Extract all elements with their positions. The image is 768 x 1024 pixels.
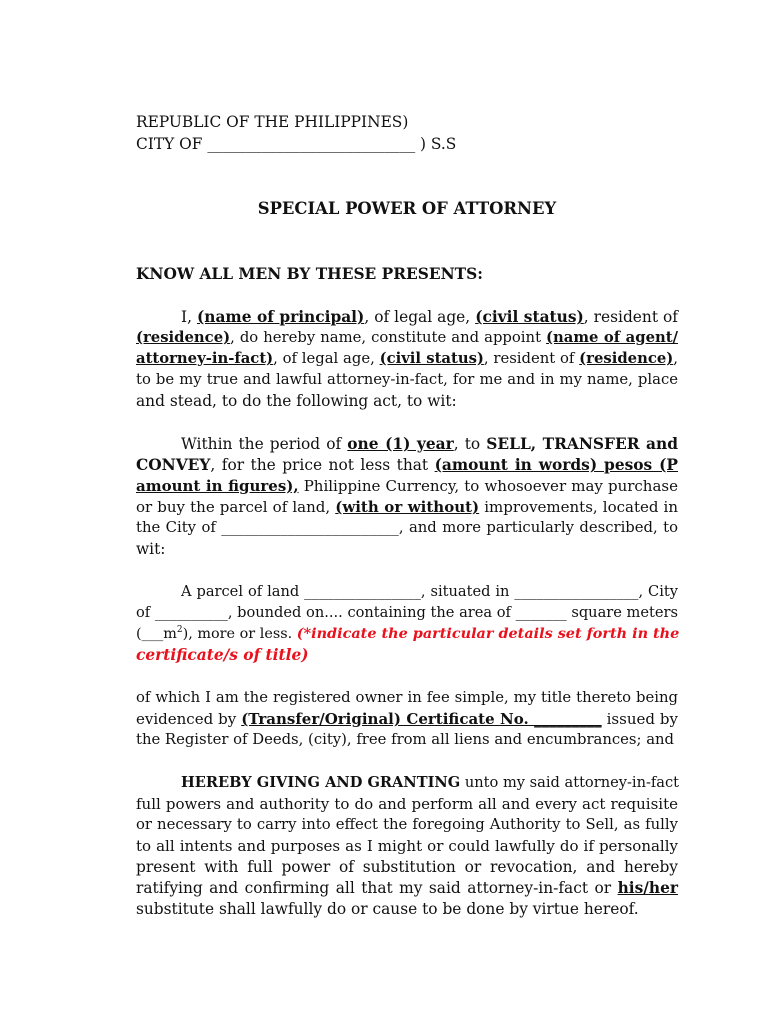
p5-line-2: full powers and authority to do and perform all and every act requisite — [136, 795, 678, 813]
text-run: , for the price not less that — [210, 456, 435, 474]
p3-line-3 — [136, 624, 678, 645]
text-run: unto my said attorney-in-fact — [460, 774, 680, 791]
text-run: , resident of — [583, 308, 678, 326]
field-his-her: his/her — [617, 879, 678, 897]
text-run: , to — [453, 435, 487, 453]
p5-line-6 — [136, 878, 678, 899]
text-run: , do hereby name, constitute and appoint — [230, 329, 547, 346]
text-run: improvements, located in — [479, 498, 679, 516]
p1-line-1 — [136, 307, 678, 328]
field-civil-status: (civil status) — [379, 350, 484, 367]
text-run: evidenced by — [136, 710, 242, 728]
superscript: 2 — [176, 625, 183, 636]
text-run: ratifying and confirming all that my said attorney-in-fact or — [136, 879, 618, 897]
text-run: , — [673, 350, 678, 367]
p1-line-4: to be my true and lawful attorney-in-fact, for me and in my name, place — [136, 371, 678, 388]
field-name-of-agent: (name of agent/ — [546, 329, 678, 346]
p1-line-3 — [136, 349, 678, 370]
field-amount-in-words: (amount in words) pesos (P — [434, 456, 678, 474]
p3-line-2: of __________, bounded on.... containing the area of _______ square meters — [136, 604, 678, 621]
field-with-or-without: (with or without) — [335, 498, 480, 516]
p4-line-1: of which I am the registered owner in fee simple, my title thereto being — [136, 689, 678, 706]
header-republic: REPUBLIC OF THE PHILIPPINES) — [136, 113, 409, 131]
p4-line-2 — [136, 709, 678, 730]
p2-line-3 — [136, 476, 678, 497]
field-residence: (residence) — [136, 329, 231, 346]
text-run: , of legal age, — [364, 308, 476, 326]
p5-line-1 — [136, 773, 678, 794]
field-amount-in-figures: amount in figures), — [136, 477, 299, 495]
document-title: SPECIAL POWER OF ATTORNEY — [257, 199, 557, 218]
header-city: CITY OF ___________________________ ) S.S — [136, 135, 457, 153]
field-period: one (1) year — [347, 435, 454, 453]
field-residence: (residence) — [579, 350, 674, 367]
p5-line-5: present with full power of substitution or revocation, and hereby — [136, 858, 678, 876]
text-run: Within the period of — [181, 435, 348, 453]
text-run: or buy the parcel of land, — [136, 498, 336, 516]
p5-line-7: substitute shall lawfully do or cause to be done by virtue hereof. — [136, 900, 639, 918]
field-civil-status: (civil status) — [475, 308, 584, 326]
text-run: ), more or less. — [182, 626, 297, 642]
p2-line-5: the City of ________________________, and more particularly described, to — [136, 519, 678, 536]
p2-line-2 — [136, 455, 678, 476]
text-run: , resident of — [483, 350, 580, 367]
field-certificate-no: (Transfer/Original) Certificate No. _________ — [241, 710, 602, 728]
p2-line-1 — [136, 434, 678, 455]
emphasis-hereby-giving: HEREBY GIVING AND GRANTING — [181, 774, 461, 791]
field-attorney-in-fact: attorney-in-fact) — [136, 350, 274, 367]
p4-line-3: the Register of Deeds, (city), free from all liens and encumbrances; and — [136, 731, 675, 748]
p5-line-4: to all intents and purposes as I might or could lawfully do if personally — [136, 837, 678, 855]
p5-line-3: or necessary to carry into effect the foregoing Authority to Sell, as fully — [136, 816, 678, 833]
p3-line-4: certificate/s of title) — [136, 646, 309, 664]
p1-line-5: and stead, to do the following act, to wit: — [136, 392, 457, 410]
emphasis-sell-transfer: SELL, TRANSFER and — [486, 435, 678, 453]
p2-line-4 — [136, 497, 678, 518]
p2-line-6: wit: — [136, 540, 166, 558]
text-run: Philippine Currency, to whosoever may purchase — [298, 477, 678, 495]
opening-line: KNOW ALL MEN BY THESE PRESENTS: — [136, 265, 483, 283]
instruction-note: (*indicate the particular details set forth in the — [296, 625, 680, 642]
emphasis-convey: CONVEY — [136, 456, 211, 474]
text-run: , of legal age, — [273, 350, 380, 367]
text-run: (___m — [136, 626, 177, 642]
field-name-of-principal: (name of principal) — [196, 308, 365, 326]
text-run: I, — [181, 308, 197, 326]
p3-line-1: A parcel of land ________________, situated in _________________, City — [181, 583, 678, 600]
p1-line-2 — [136, 328, 678, 349]
text-run: issued by — [601, 710, 678, 728]
